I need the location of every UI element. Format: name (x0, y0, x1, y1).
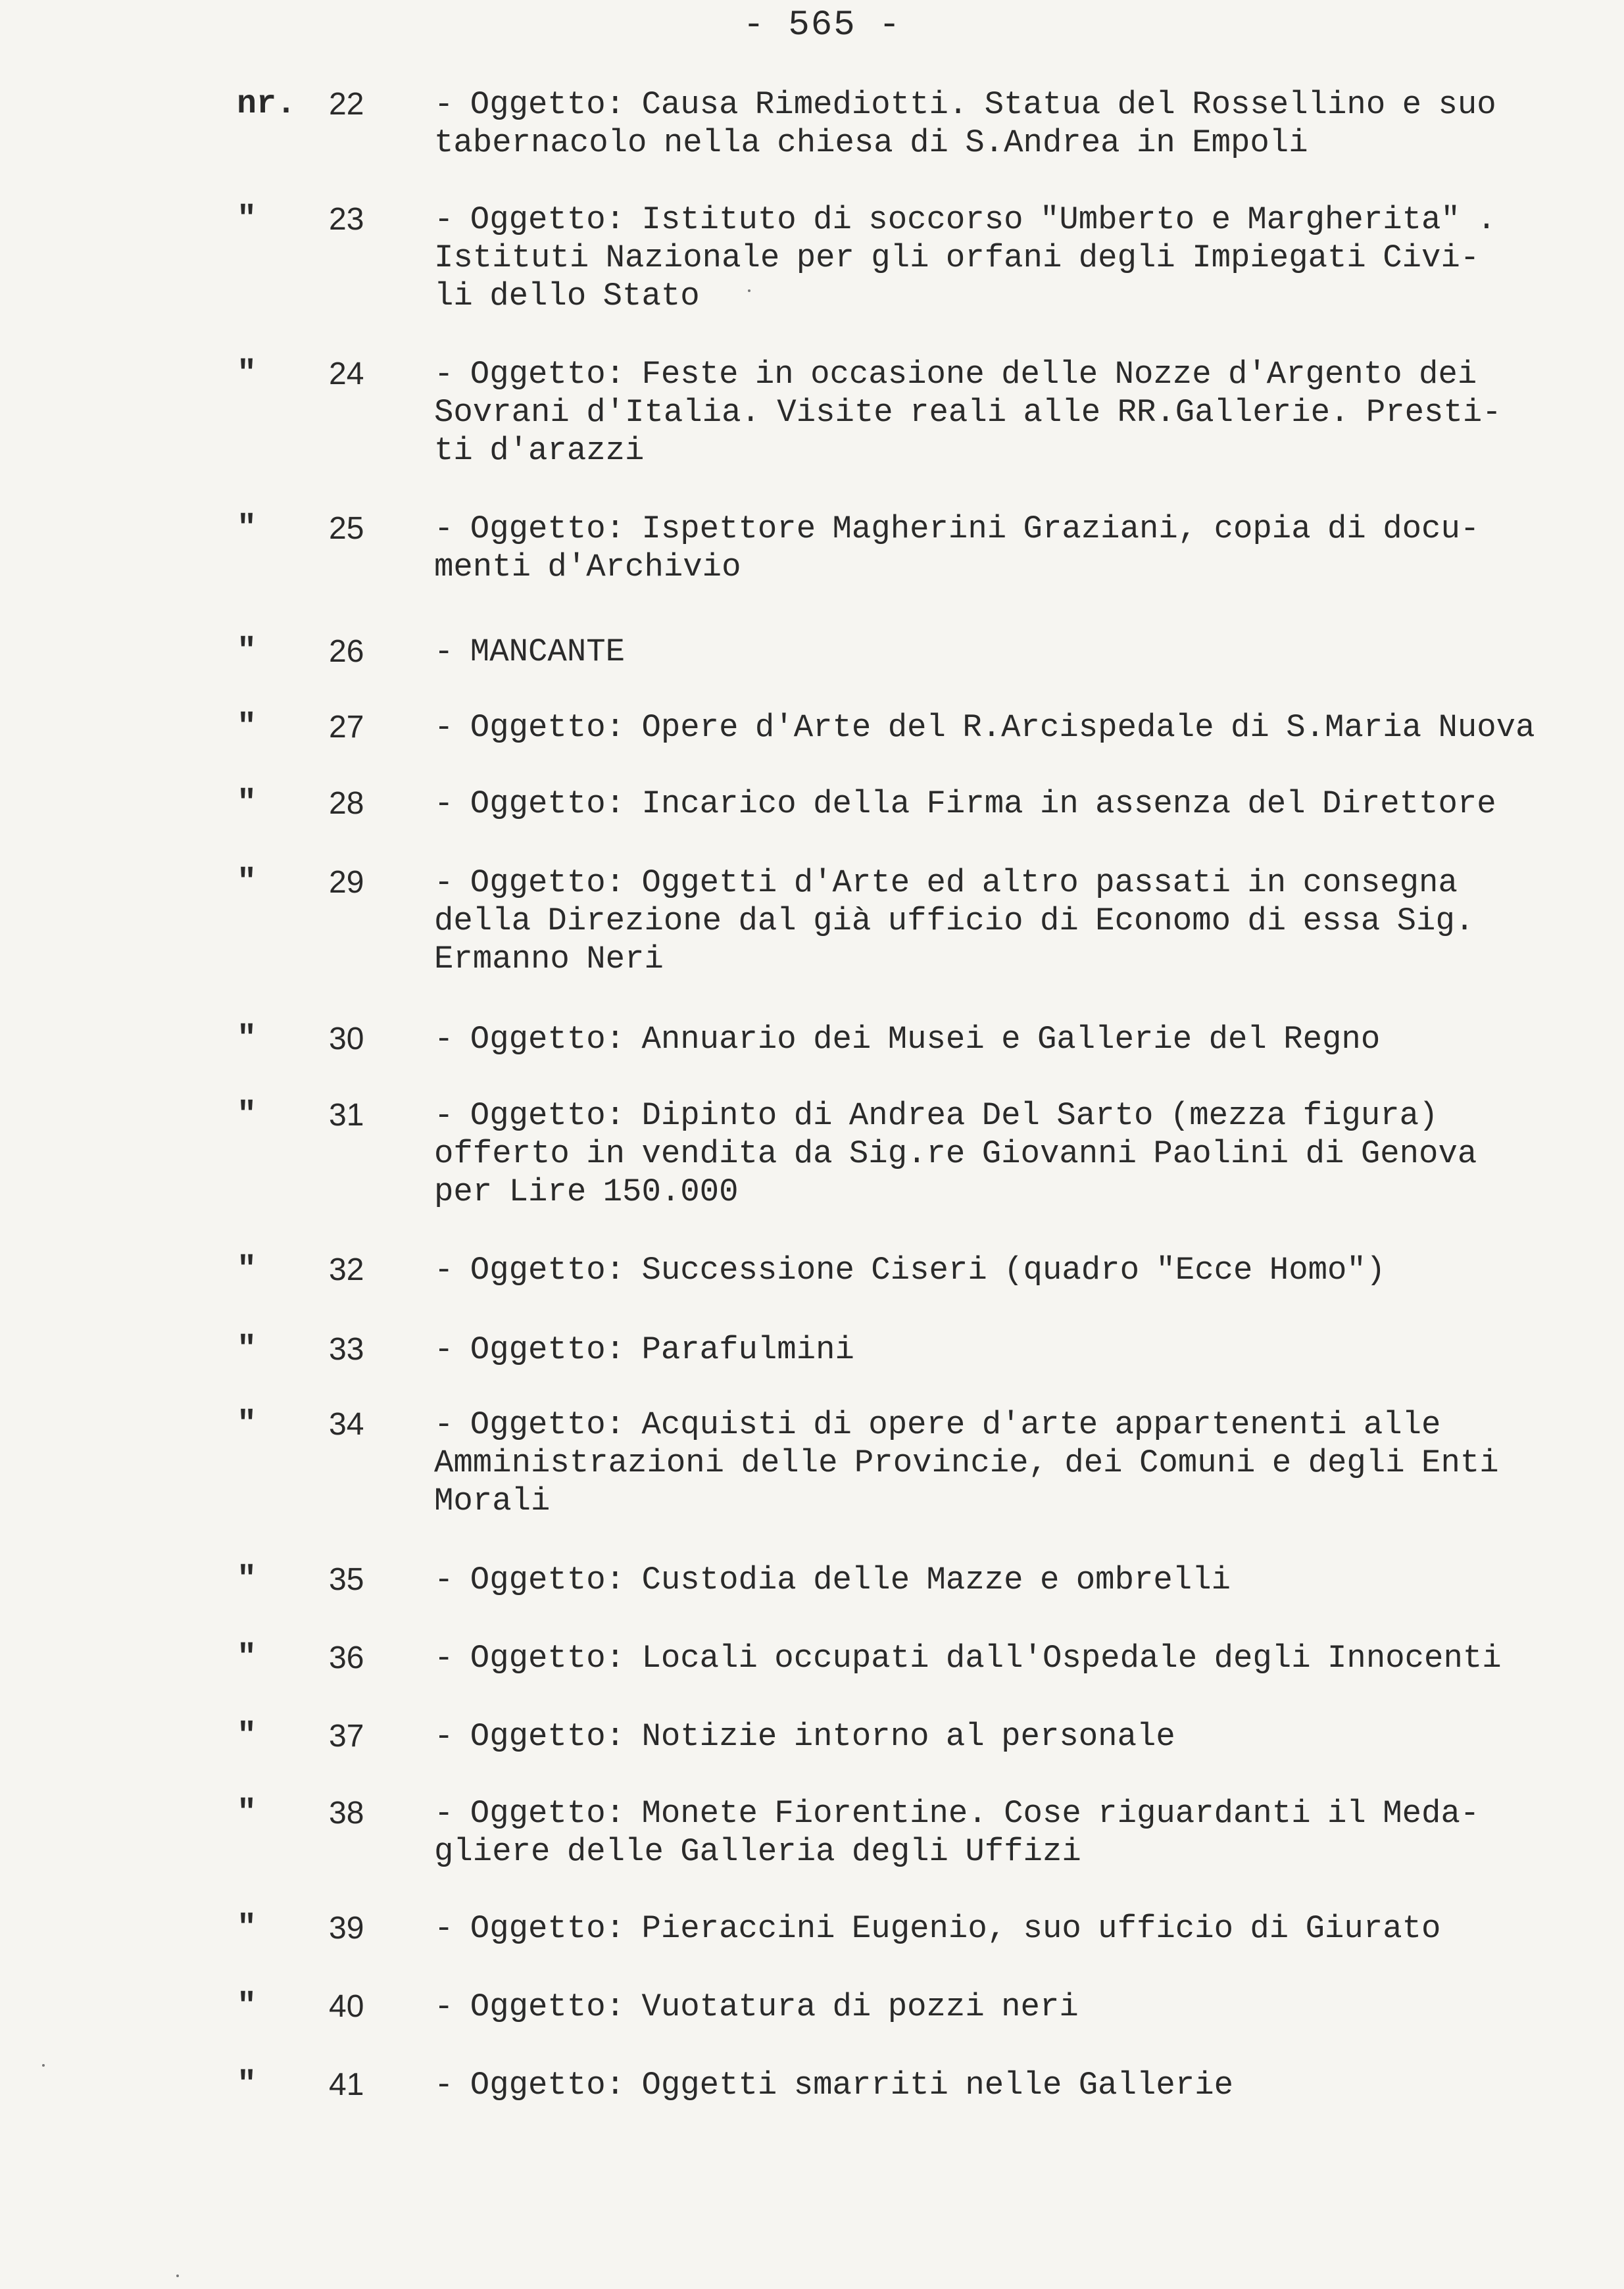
entry-prefix: " (237, 785, 257, 822)
entry-prefix: " (237, 1639, 257, 1677)
entry-prefix: " (237, 1909, 257, 1947)
entry-text: - Oggetto: Vuotatura di pozzi neri (434, 1988, 1079, 2025)
entry-number: 37 (329, 1719, 364, 1754)
entry-prefix: " (237, 708, 257, 746)
entry-text: - Oggetto: Oggetti smarriti nelle Gallerie (434, 2067, 1234, 2104)
entry-number: 38 (329, 1796, 364, 1831)
entry-text: - Oggetto: Custodia delle Mazze e ombrelli (434, 1562, 1231, 1598)
entry-number: 26 (329, 634, 364, 669)
scan-speck (176, 2275, 179, 2277)
entry-number: 23 (329, 202, 364, 237)
entry-prefix: " (237, 1794, 257, 1832)
entry-number: 36 (329, 1640, 364, 1675)
page-number: - 565 - (743, 5, 902, 45)
entry-text: - Oggetto: Monete Fiorentine. Cose riguardanti il Meda- gliere delle Galleria degli Uffizi (434, 1795, 1480, 1870)
entry-text: - Oggetto: Parafulmini (434, 1331, 854, 1368)
entry-text: - Oggetto: Notizie intorno al personale (434, 1718, 1175, 1755)
entry-text: - Oggetto: Successione Ciseri (quadro "Ecce Homo") (434, 1252, 1386, 1289)
entry-text: - Oggetto: Locali occupati dall'Ospedale degli Innocenti (434, 1640, 1502, 1677)
scan-speck (42, 2064, 45, 2067)
entry-prefix: " (237, 1717, 257, 1755)
entry-text: - Oggetto: Ispettore Magherini Graziani, copia di docu- menti d'Archivio (434, 510, 1480, 585)
entry-text: - Oggetto: Opere d'Arte del R.Arcispedale di S.Maria Nuova (434, 709, 1535, 746)
entry-number: 30 (329, 1021, 364, 1056)
entry-number: 35 (329, 1562, 364, 1597)
entry-prefix: " (237, 864, 257, 901)
entry-number: 39 (329, 1911, 364, 1946)
entry-text: - Oggetto: Incarico della Firma in assenza del Direttore (434, 785, 1496, 822)
entry-number: 31 (329, 1098, 364, 1133)
entry-number: 25 (329, 511, 364, 546)
entry-text: - Oggetto: Causa Rimediotti. Statua del Rossellino e suo tabernacolo nella chiesa di S.Andrea in Empoli (434, 86, 1496, 161)
scan-speck (748, 289, 750, 292)
entry-number: 22 (329, 87, 364, 122)
entry-prefix: " (237, 633, 257, 670)
entry-text: - Oggetto: Acquisti di opere d'arte appartenenti alle Amministrazioni delle Provincie, dei Comuni e degli Enti Morali (434, 1406, 1499, 1519)
entry-prefix: nr. (237, 86, 297, 123)
entry-text: - Oggetto: Annuario dei Musei e Gallerie del Regno (434, 1021, 1381, 1058)
entry-number: 33 (329, 1332, 364, 1367)
entry-prefix: " (237, 1096, 257, 1134)
entry-text: - MANCANTE (434, 633, 626, 670)
entry-prefix: " (237, 1020, 257, 1058)
entry-prefix: " (237, 1561, 257, 1598)
entry-number: 28 (329, 786, 364, 821)
entry-number: 32 (329, 1252, 364, 1287)
entry-prefix: " (237, 1406, 257, 1443)
entry-number: 41 (329, 2067, 364, 2102)
entry-prefix: " (237, 201, 257, 238)
entry-number: 24 (329, 357, 364, 391)
entry-text: - Oggetto: Istituto di soccorso "Umberto e Margherita" . Istituti Nazionale per gli orfani degli Impiegati Civi- li dello Stato (434, 201, 1496, 314)
entry-text: - Oggetto: Pieraccini Eugenio, suo ufficio di Giurato (434, 1910, 1441, 1947)
entry-number: 40 (329, 1989, 364, 2024)
entry-prefix: " (237, 355, 257, 393)
entry-number: 27 (329, 710, 364, 745)
entry-text: - Oggetto: Oggetti d'Arte ed altro passati in consegna della Direzione dal già ufficio di Economo di essa Sig. Ermanno Neri (434, 864, 1475, 977)
entry-number: 34 (329, 1407, 364, 1442)
entry-text: - Oggetto: Feste in occasione delle Nozze d'Argento dei Sovrani d'Italia. Visite reali alle RR.Gallerie. Presti- ti d'arazzi (434, 356, 1502, 469)
entry-prefix: " (237, 1988, 257, 2025)
entry-prefix: " (237, 510, 257, 547)
entry-number: 29 (329, 865, 364, 900)
entry-prefix: " (237, 2066, 257, 2104)
entry-prefix: " (237, 1251, 257, 1289)
entry-text: - Oggetto: Dipinto di Andrea Del Sarto (mezza figura) offerto in vendita da Sig.re Giovanni Paolini di Genova per Lire 150.000 (434, 1097, 1477, 1210)
entry-prefix: " (237, 1331, 257, 1368)
